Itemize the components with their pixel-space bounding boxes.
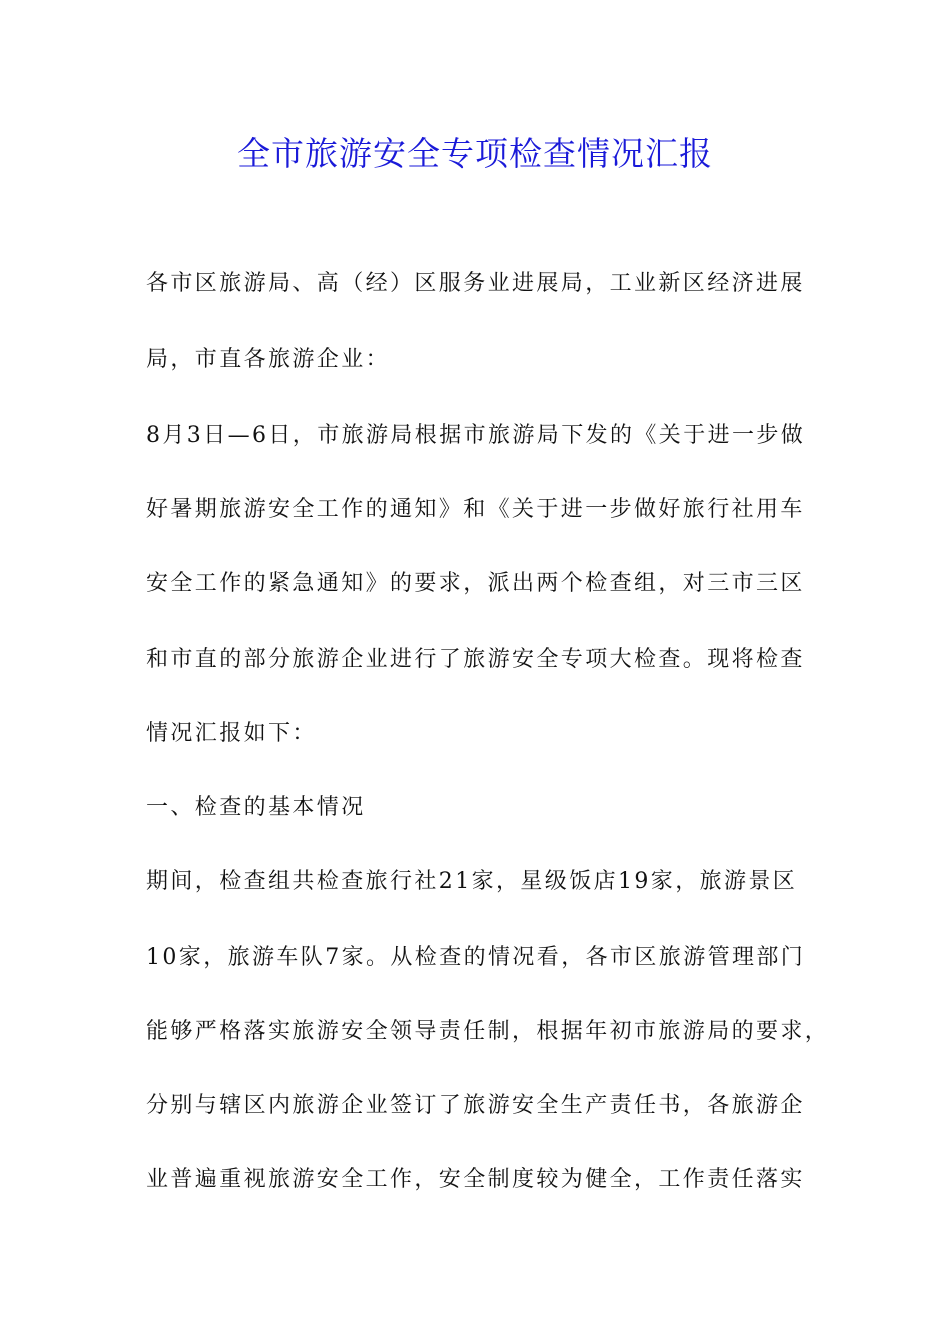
body-line: 安全工作的紧急通知》的要求，派出两个检查组，对三市三区 [146,571,805,596]
section-heading: 一、检查的基本情况 [146,795,366,820]
document-title: 全市旅游安全专项检查情况汇报 [237,134,713,173]
body-line: 能够严格落实旅游安全领导责任制，根据年初市旅游局的要求， [146,1019,830,1044]
body-line: 情况汇报如下： [146,721,317,746]
body-line: 和市直的部分旅游企业进行了旅游安全专项大检查。现将检查 [146,647,805,672]
body-line: 期间，检查组共检查旅行社21家，星级饭店19家，旅游景区 [146,869,798,894]
body-line: 好暑期旅游安全工作的通知》和《关于进一步做好旅行社用车 [146,497,805,522]
body-line: 业普遍重视旅游安全工作，安全制度较为健全，工作责任落实 [146,1167,805,1192]
body-line: 8月3日—6日，市旅游局根据市旅游局下发的《关于进一步做 [146,423,806,448]
body-line: 各市区旅游局、高（经）区服务业进展局，工业新区经济进展 [146,271,805,296]
body-line: 局，市直各旅游企业： [146,347,391,372]
body-line: 10家，旅游车队7家。从检查的情况看，各市区旅游管理部门 [146,945,806,970]
body-line: 分别与辖区内旅游企业签订了旅游安全生产责任书，各旅游企 [146,1093,805,1118]
